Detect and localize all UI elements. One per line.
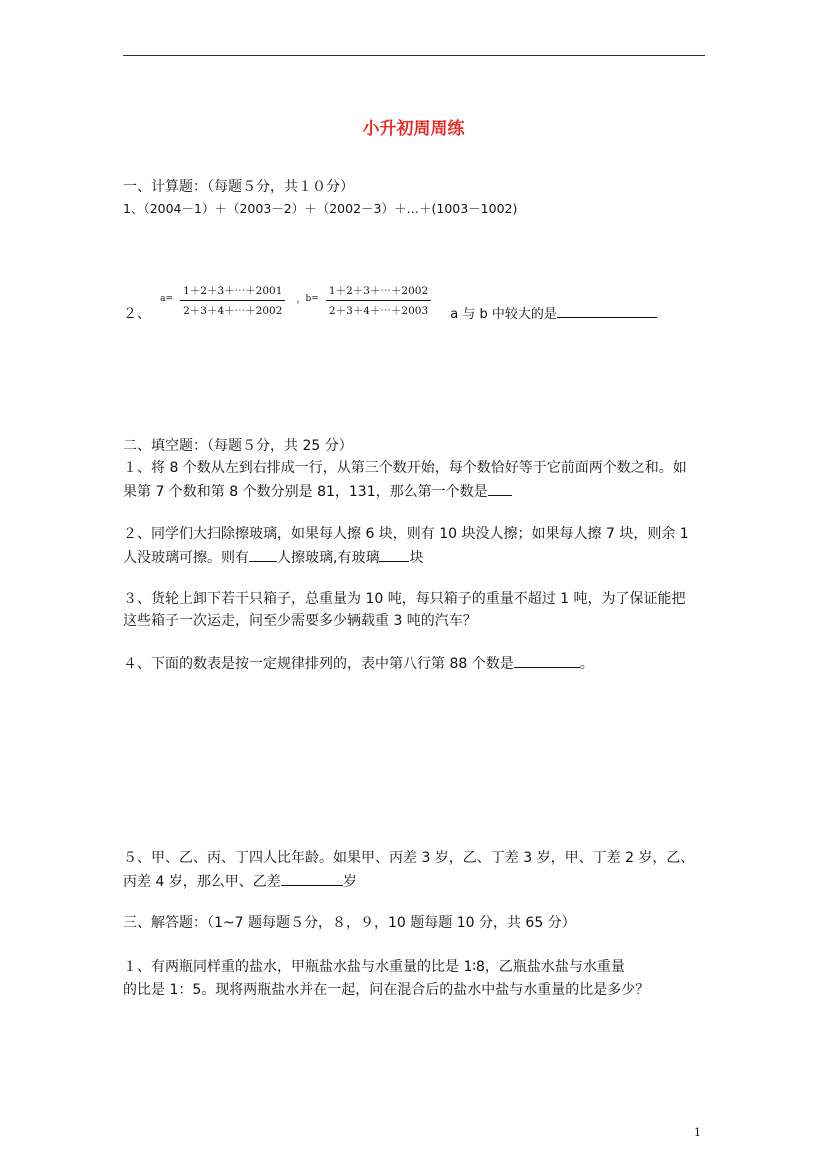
answer-blank[interactable]	[249, 547, 277, 562]
fill-q4-end: 。	[579, 656, 594, 672]
fill-q4	[123, 653, 594, 674]
answer-blank[interactable]	[281, 871, 343, 886]
question2-text	[450, 307, 657, 322]
fill-q3-line2: 这些箱子一次运走，问至少需要多少辆载重 3 吨的汽车？	[123, 613, 477, 629]
section3-heading: 三、解答题：（1~7 题每题５分，８，９，10 题每题 10 分，共 65 分）	[123, 915, 576, 931]
a-label: a=	[160, 293, 174, 304]
fill-q4-text: ４、下面的数表是按一定规律排列的，表中第八行第 88 个数是	[123, 656, 514, 672]
page-title: 小升初周周练	[362, 119, 465, 139]
fraction-b	[326, 283, 431, 318]
question2-prompt: a 与 b 中较大的是	[450, 307, 557, 322]
fill-q2-text-a: 人没玻璃可擦。则有	[123, 550, 249, 566]
page-number: 1	[694, 1126, 701, 1139]
fill-q1-line1: １、将 8 个数从左到右排成一行，从第三个数开始，每个数恰好等于它前面两个数之和。如	[123, 460, 687, 476]
fraction-separator: ，	[296, 295, 306, 305]
fill-q5-text-b: 岁	[342, 874, 357, 890]
fill-q5-line2	[123, 871, 357, 892]
b-label: b=	[305, 293, 319, 304]
section1-question2	[123, 283, 657, 333]
fill-q1-text: 果第 7 个数和第 8 个数分别是 81，131，那么第一个数是	[123, 484, 488, 500]
section2-heading: 二、填空题：（每题５分，共 25 分）	[123, 438, 353, 454]
answer-blank[interactable]	[488, 481, 512, 496]
section1-heading: 一、计算题：（每题５分，共１０分）	[123, 179, 354, 195]
fill-q3-line1: ３、货轮上卸下若干只箱子，总重量为 10 吨，每只箱子的重量不超过 1 吨，为了保证能把	[123, 591, 686, 607]
fill-q5-text-a: 丙差 4 岁，那么甲、乙差	[123, 874, 281, 890]
section1-question1: 1、（2004－1）＋（2003－2）＋（2002－3）＋…＋(1003－1002)	[123, 201, 518, 216]
answer-blank[interactable]	[514, 653, 580, 668]
fill-q1-line2	[123, 481, 512, 502]
fraction-a-denominator: 2＋3＋4＋⋯＋2002	[183, 305, 283, 317]
fill-q2-line2	[123, 547, 423, 568]
fill-q5-line1: ５、甲、乙、丙、丁四人比年龄。如果甲、丙差 3 岁，乙、丁差 3 岁，甲、丁差 2 岁，乙、	[123, 850, 695, 866]
solve-q1-line2: 的比是 1：5。现将两瓶盐水并在一起，问在混合后的盐水中盐与水重量的比是多少？	[123, 982, 650, 998]
fraction-a-numerator: 1＋2＋3＋⋯＋2001	[180, 283, 285, 301]
answer-blank[interactable]	[379, 547, 409, 562]
solve-q1-line1: １、有两瓶同样重的盐水，甲瓶盐水盐与水重量的比是 1∶8，乙瓶盐水盐与水重量	[123, 959, 625, 975]
fill-q2-text-c: 块	[409, 550, 424, 566]
fill-q2-line1: ２、同学们大扫除擦玻璃，如果每人擦 6 块，则有 10 块没人擦；如果每人擦 7 块，则余 1	[123, 526, 689, 542]
fraction-a	[180, 283, 285, 318]
fraction-b-denominator: 2＋3＋4＋⋯＋2003	[328, 305, 429, 317]
fraction-b-numerator: 1＋2＋3＋⋯＋2002	[326, 283, 431, 301]
fill-q2-text-b: 人擦玻璃,有玻璃	[277, 550, 380, 566]
question2-number: ２、	[123, 305, 151, 322]
answer-blank[interactable]	[557, 303, 657, 318]
header-rule	[123, 55, 705, 56]
